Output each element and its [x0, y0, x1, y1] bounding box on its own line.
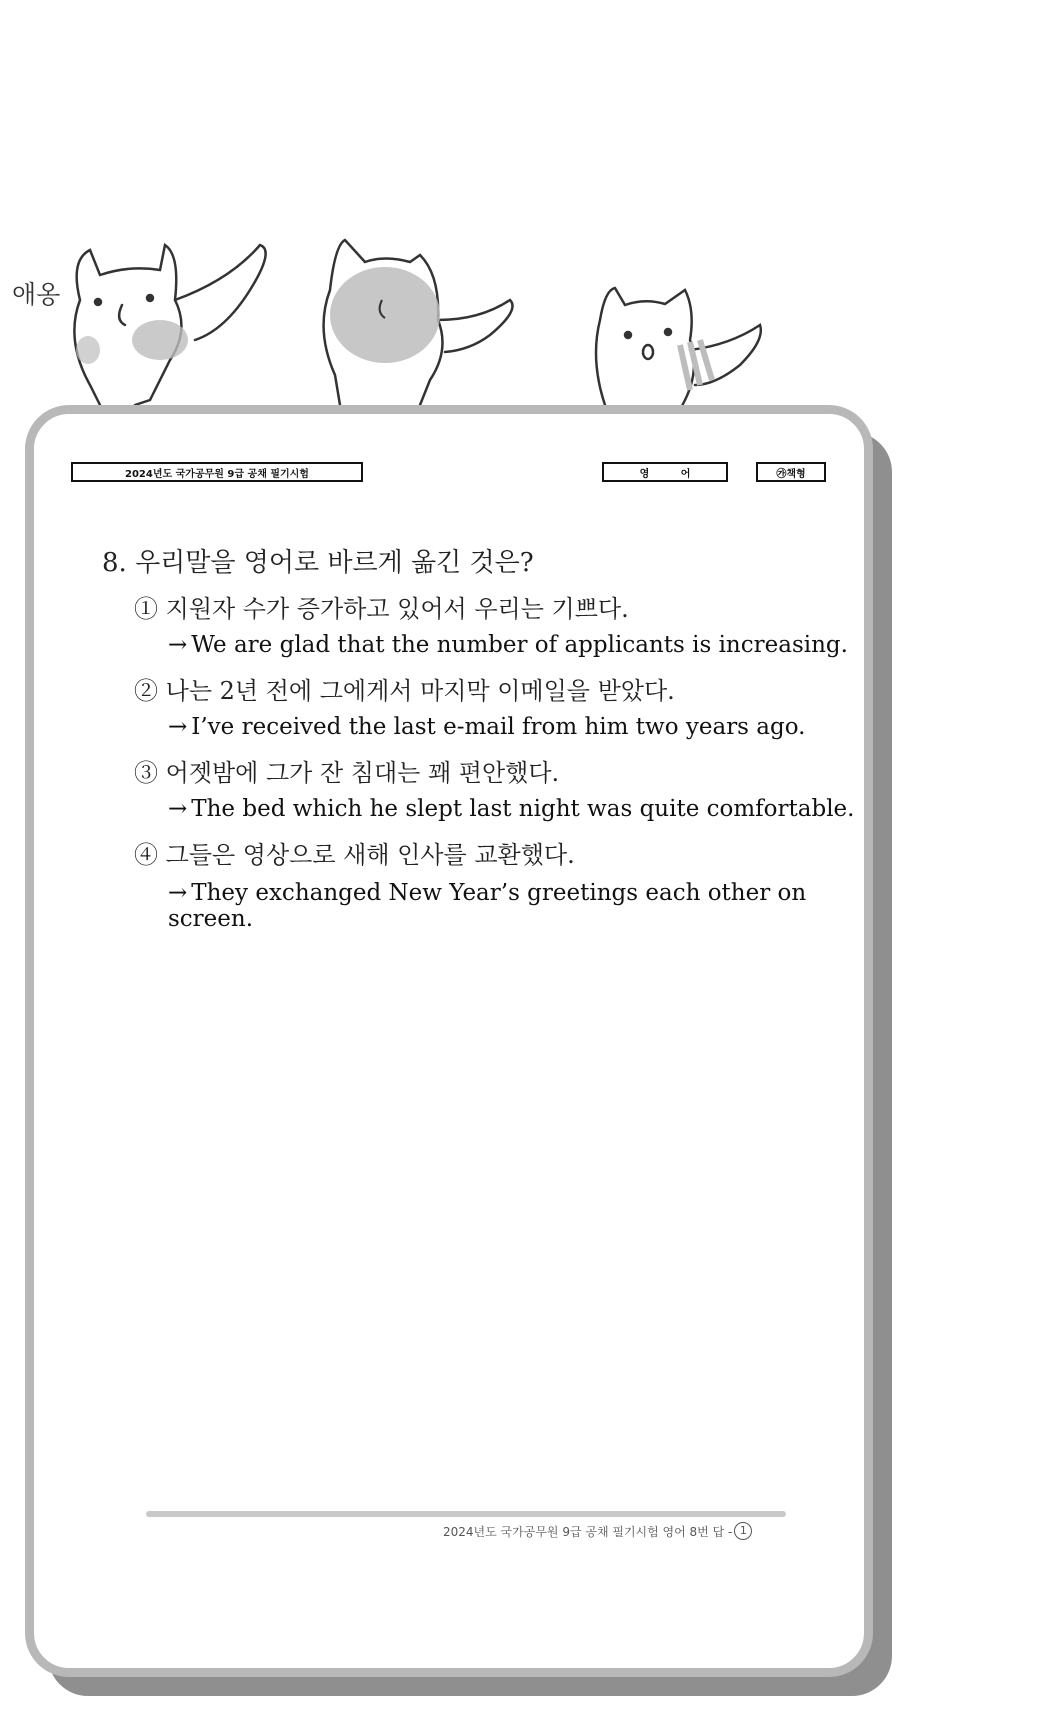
option-4-english: → They exchanged New Year’s greetings each other on screen.	[168, 880, 807, 932]
caption-meow: 애옹	[12, 280, 61, 309]
option-2-korean: ② 나는 2년 전에 그에게서 마지막 이메일을 받았다.	[134, 677, 675, 705]
option-2-english: → I’ve received the last e-mail from him two years ago.	[168, 714, 806, 740]
option-3-korean: ③ 어젯밤에 그가 잔 침대는 꽤 편안했다.	[134, 759, 560, 787]
option-4-korean: ④ 그들은 영상으로 새해 인사를 교환했다.	[134, 841, 575, 869]
exam-title-box: 2024년도 국가공무원 9급 공채 필기시험	[71, 462, 363, 482]
arrow-icon: →	[168, 796, 188, 822]
subject-box: 영 어	[602, 462, 728, 482]
arrow-icon: →	[168, 632, 188, 658]
footer-text: 2024년도 국가공무원 9급 공채 필기시험 영어 8번 답 -	[443, 1524, 733, 1539]
option-1-english: → We are glad that the number of applicants is increasing.	[168, 632, 848, 658]
arrow-icon: →	[168, 880, 188, 906]
cats-illustration	[0, 0, 1044, 420]
footer-answer	[443, 1522, 752, 1540]
option-3-english: → The bed which he slept last night was quite comfortable.	[168, 796, 855, 822]
answer-circle: 1	[734, 1522, 752, 1540]
arrow-icon: →	[168, 714, 188, 740]
question-text: 8. 우리말을 영어로 바르게 옮긴 것은?	[102, 548, 534, 578]
option-1-korean: ① 지원자 수가 증가하고 있어서 우리는 기쁘다.	[134, 595, 629, 623]
exam-card	[25, 405, 873, 1677]
booklet-type-box: ㉮책형	[756, 462, 826, 482]
divider-line	[146, 1511, 786, 1517]
